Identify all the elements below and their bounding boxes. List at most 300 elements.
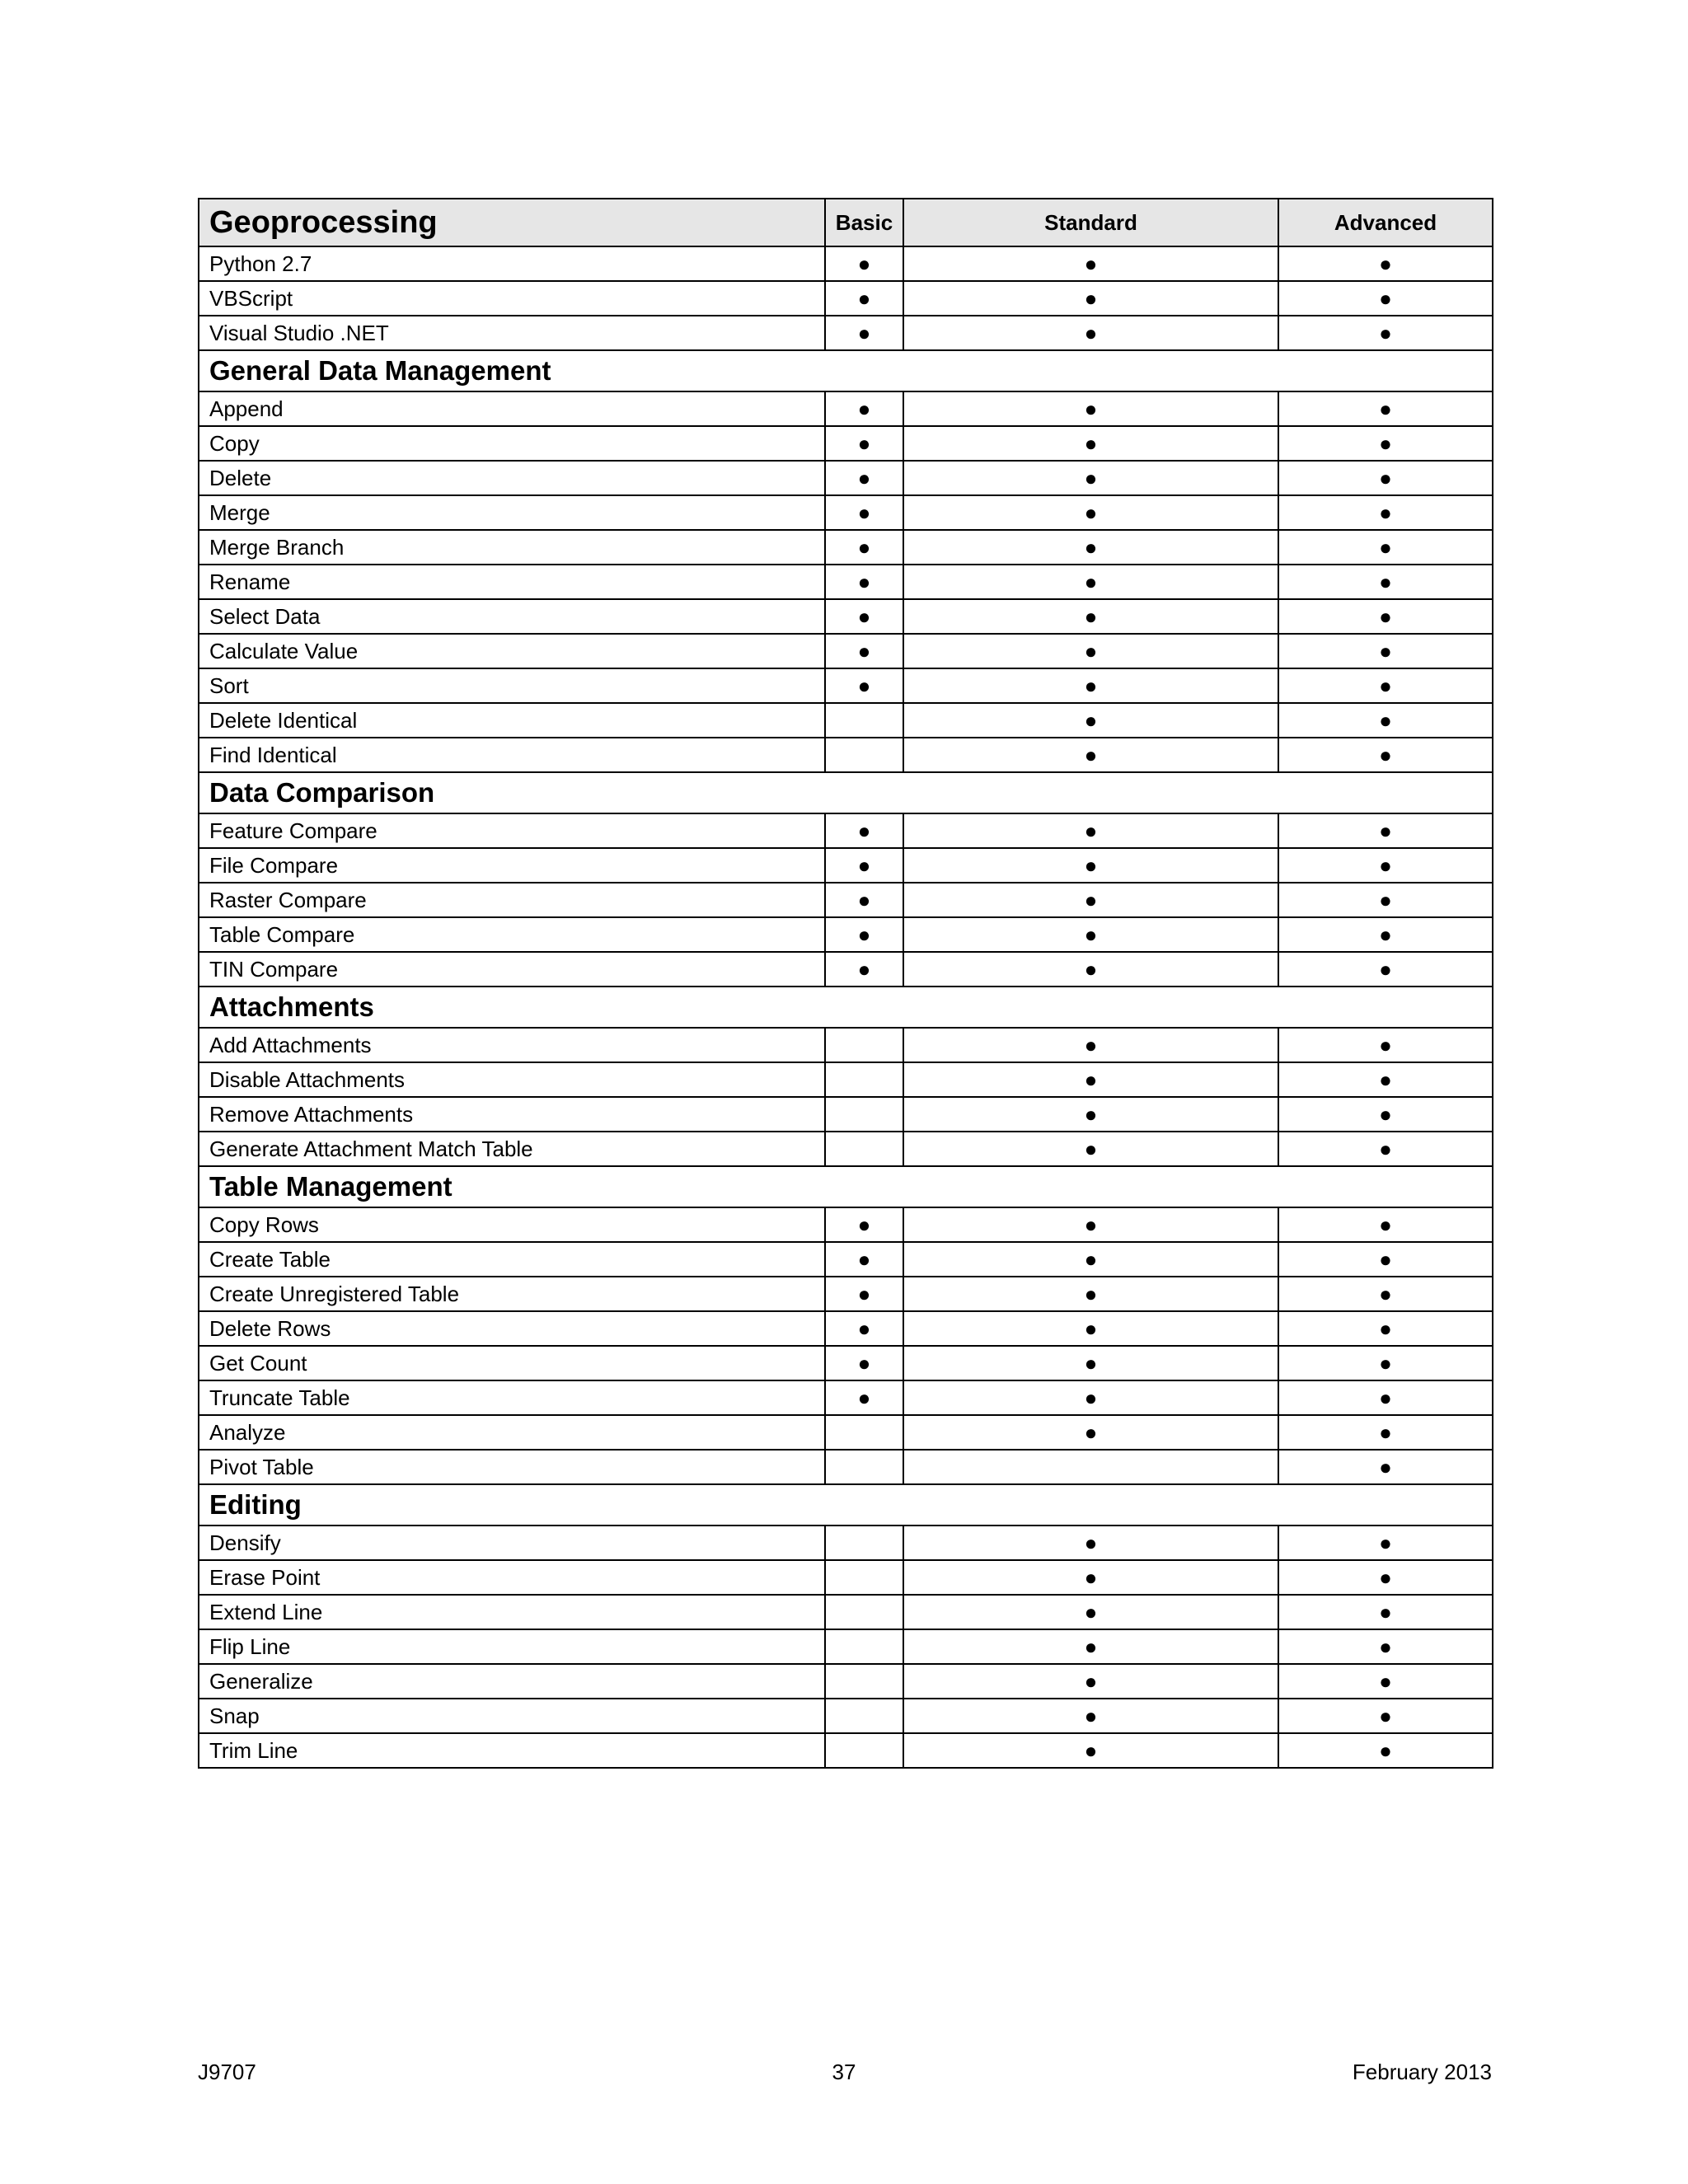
- availability-cell-advanced: [1278, 495, 1493, 530]
- bullet-icon: ●: [857, 1212, 871, 1237]
- bullet-icon: ●: [1084, 499, 1098, 525]
- bullet-icon: ●: [1084, 1703, 1098, 1728]
- availability-cell-basic: [825, 1699, 903, 1733]
- table-row: [199, 1311, 1493, 1346]
- availability-cell-basic: [825, 1097, 903, 1132]
- availability-cell-standard: [903, 1595, 1278, 1629]
- feature-name: Merge: [199, 495, 825, 530]
- availability-cell-standard: [903, 1277, 1278, 1311]
- bullet-icon: ●: [1084, 1281, 1098, 1306]
- availability-cell-advanced: [1278, 1132, 1493, 1166]
- feature-name: Delete: [199, 461, 825, 495]
- bullet-icon: ●: [857, 1315, 871, 1341]
- bullet-icon: ●: [1379, 1633, 1392, 1659]
- availability-cell-advanced: [1278, 1733, 1493, 1768]
- bullet-icon: ●: [1084, 251, 1098, 276]
- availability-cell-standard: [903, 1629, 1278, 1664]
- feature-name: Raster Compare: [199, 883, 825, 917]
- availability-cell-standard: [903, 281, 1278, 316]
- table-row: [199, 1415, 1493, 1450]
- bullet-icon: ●: [1379, 1136, 1392, 1161]
- footer-document-id: J9707: [198, 2060, 256, 2084]
- bullet-icon: ●: [1084, 1668, 1098, 1694]
- availability-cell-advanced: [1278, 281, 1493, 316]
- section-header-row: [199, 350, 1493, 391]
- bullet-icon: ●: [1084, 673, 1098, 698]
- availability-cell-standard: [903, 1062, 1278, 1097]
- availability-cell-basic: [825, 1595, 903, 1629]
- bullet-icon: ●: [1379, 1668, 1392, 1694]
- availability-cell-advanced: [1278, 1207, 1493, 1242]
- availability-cell-basic: [825, 703, 903, 738]
- feature-name: Delete Rows: [199, 1311, 825, 1346]
- feature-name: Disable Attachments: [199, 1062, 825, 1097]
- bullet-icon: ●: [1379, 534, 1392, 560]
- availability-cell-advanced: [1278, 426, 1493, 461]
- feature-name: Create Table: [199, 1242, 825, 1277]
- availability-cell-advanced: [1278, 1311, 1493, 1346]
- bullet-icon: ●: [857, 1246, 871, 1272]
- availability-cell-basic: [825, 634, 903, 668]
- availability-cell-basic: [825, 1311, 903, 1346]
- table-row: [199, 391, 1493, 426]
- bullet-icon: ●: [1379, 1066, 1392, 1092]
- feature-name: Create Unregistered Table: [199, 1277, 825, 1311]
- column-header-basic: Basic: [825, 199, 903, 246]
- feature-name: Sort: [199, 668, 825, 703]
- availability-cell-standard: [903, 634, 1278, 668]
- availability-cell-standard: [903, 246, 1278, 281]
- bullet-icon: ●: [857, 320, 871, 345]
- table-row: [199, 703, 1493, 738]
- bullet-icon: ●: [857, 251, 871, 276]
- bullet-icon: ●: [1379, 1032, 1392, 1057]
- availability-cell-standard: [903, 738, 1278, 772]
- bullet-icon: ●: [1084, 1350, 1098, 1376]
- table-row: [199, 1097, 1493, 1132]
- availability-cell-basic: [825, 316, 903, 350]
- bullet-icon: ●: [1084, 852, 1098, 878]
- availability-cell-advanced: [1278, 1380, 1493, 1415]
- bullet-icon: ●: [857, 285, 871, 311]
- feature-name: Generalize: [199, 1664, 825, 1699]
- availability-cell-basic: [825, 952, 903, 987]
- bullet-icon: ●: [1084, 396, 1098, 421]
- table-row: [199, 281, 1493, 316]
- table-row: [199, 1560, 1493, 1595]
- availability-cell-standard: [903, 1132, 1278, 1166]
- bullet-icon: ●: [1084, 465, 1098, 490]
- availability-cell-basic: [825, 668, 903, 703]
- bullet-icon: ●: [857, 603, 871, 629]
- table-row: [199, 1242, 1493, 1277]
- availability-cell-advanced: [1278, 668, 1493, 703]
- bullet-icon: ●: [1379, 1246, 1392, 1272]
- availability-cell-standard: [903, 461, 1278, 495]
- feature-name: Get Count: [199, 1346, 825, 1380]
- availability-cell-advanced: [1278, 1028, 1493, 1062]
- bullet-icon: ●: [1084, 1066, 1098, 1092]
- availability-cell-basic: [825, 1560, 903, 1595]
- bullet-icon: ●: [1379, 320, 1392, 345]
- table-row: [199, 1346, 1493, 1380]
- bullet-icon: ●: [1084, 569, 1098, 594]
- availability-cell-basic: [825, 1132, 903, 1166]
- availability-cell-basic: [825, 917, 903, 952]
- feature-name: Find Identical: [199, 738, 825, 772]
- feature-name: Table Compare: [199, 917, 825, 952]
- bullet-icon: ●: [1379, 921, 1392, 947]
- table-body: [199, 246, 1493, 1768]
- availability-cell-advanced: [1278, 1560, 1493, 1595]
- section-title: Editing: [199, 1484, 1493, 1526]
- availability-cell-standard: [903, 1733, 1278, 1768]
- bullet-icon: ●: [1379, 956, 1392, 982]
- feature-name: Generate Attachment Match Table: [199, 1132, 825, 1166]
- table-row: [199, 952, 1493, 987]
- feature-name: Flip Line: [199, 1629, 825, 1664]
- availability-cell-advanced: [1278, 246, 1493, 281]
- bullet-icon: ●: [1379, 499, 1392, 525]
- availability-cell-standard: [903, 1097, 1278, 1132]
- section-title: General Data Management: [199, 350, 1493, 391]
- availability-cell-advanced: [1278, 1415, 1493, 1450]
- availability-cell-standard: [903, 316, 1278, 350]
- availability-cell-advanced: [1278, 1450, 1493, 1484]
- availability-cell-advanced: [1278, 883, 1493, 917]
- feature-name: Calculate Value: [199, 634, 825, 668]
- bullet-icon: ●: [1084, 1246, 1098, 1272]
- availability-cell-advanced: [1278, 316, 1493, 350]
- availability-cell-basic: [825, 1450, 903, 1484]
- availability-cell-basic: [825, 738, 903, 772]
- table-row: [199, 495, 1493, 530]
- bullet-icon: ●: [1084, 430, 1098, 456]
- bullet-icon: ●: [1084, 1136, 1098, 1161]
- bullet-icon: ●: [1084, 818, 1098, 843]
- feature-name: Merge Branch: [199, 530, 825, 565]
- availability-cell-advanced: [1278, 1629, 1493, 1664]
- availability-cell-basic: [825, 1526, 903, 1560]
- availability-cell-advanced: [1278, 1097, 1493, 1132]
- bullet-icon: ●: [1379, 1530, 1392, 1555]
- feature-name: Erase Point: [199, 1560, 825, 1595]
- bullet-icon: ●: [1379, 396, 1392, 421]
- availability-cell-advanced: [1278, 1595, 1493, 1629]
- availability-cell-advanced: [1278, 738, 1493, 772]
- feature-name: Truncate Table: [199, 1380, 825, 1415]
- bullet-icon: ●: [1379, 285, 1392, 311]
- availability-cell-advanced: [1278, 634, 1493, 668]
- footer-date: February 2013: [1352, 2060, 1492, 2084]
- availability-cell-basic: [825, 1664, 903, 1699]
- availability-cell-standard: [903, 1346, 1278, 1380]
- availability-cell-advanced: [1278, 1277, 1493, 1311]
- availability-cell-basic: [825, 813, 903, 848]
- feature-name: Feature Compare: [199, 813, 825, 848]
- availability-cell-standard: [903, 1028, 1278, 1062]
- bullet-icon: ●: [1379, 569, 1392, 594]
- bullet-icon: ●: [1379, 603, 1392, 629]
- bullet-icon: ●: [1084, 1633, 1098, 1659]
- bullet-icon: ●: [1084, 742, 1098, 767]
- bullet-icon: ●: [1084, 921, 1098, 947]
- availability-cell-basic: [825, 246, 903, 281]
- availability-cell-basic: [825, 426, 903, 461]
- availability-cell-basic: [825, 461, 903, 495]
- feature-name: Delete Identical: [199, 703, 825, 738]
- availability-cell-advanced: [1278, 461, 1493, 495]
- section-header-row: [199, 987, 1493, 1028]
- availability-cell-advanced: [1278, 1346, 1493, 1380]
- bullet-icon: ●: [857, 465, 871, 490]
- bullet-icon: ●: [1084, 285, 1098, 311]
- bullet-icon: ●: [1379, 1212, 1392, 1237]
- availability-cell-advanced: [1278, 599, 1493, 634]
- availability-cell-standard: [903, 1526, 1278, 1560]
- column-header-advanced: Advanced: [1278, 199, 1493, 246]
- bullet-icon: ●: [1379, 1564, 1392, 1590]
- availability-cell-advanced: [1278, 1699, 1493, 1733]
- availability-cell-basic: [825, 281, 903, 316]
- footer-page-number: 37: [832, 2060, 856, 2084]
- table-row: [199, 634, 1493, 668]
- availability-cell-standard: [903, 848, 1278, 883]
- feature-name: Snap: [199, 1699, 825, 1733]
- availability-cell-standard: [903, 530, 1278, 565]
- bullet-icon: ●: [1084, 1564, 1098, 1590]
- feature-name: Rename: [199, 565, 825, 599]
- table-row: [199, 599, 1493, 634]
- availability-cell-standard: [903, 1560, 1278, 1595]
- bullet-icon: ●: [1379, 852, 1392, 878]
- bullet-icon: ●: [857, 1385, 871, 1410]
- bullet-icon: ●: [1084, 1101, 1098, 1127]
- availability-cell-standard: [903, 1207, 1278, 1242]
- table-row: [199, 1629, 1493, 1664]
- availability-cell-advanced: [1278, 848, 1493, 883]
- feature-name: Python 2.7: [199, 246, 825, 281]
- bullet-icon: ●: [857, 430, 871, 456]
- table-row: [199, 461, 1493, 495]
- table-row: [199, 1132, 1493, 1166]
- table-row: [199, 316, 1493, 350]
- table-row: [199, 1207, 1493, 1242]
- feature-name: Visual Studio .NET: [199, 316, 825, 350]
- table-header-row: [199, 199, 1493, 246]
- table-row: [199, 1733, 1493, 1768]
- feature-name: VBScript: [199, 281, 825, 316]
- availability-cell-standard: [903, 1415, 1278, 1450]
- bullet-icon: ●: [1084, 1385, 1098, 1410]
- availability-cell-standard: [903, 1380, 1278, 1415]
- bullet-icon: ●: [857, 673, 871, 698]
- availability-cell-basic: [825, 1062, 903, 1097]
- bullet-icon: ●: [1084, 1315, 1098, 1341]
- table-row: [199, 565, 1493, 599]
- table-row: [199, 426, 1493, 461]
- table-row: [199, 813, 1493, 848]
- availability-cell-advanced: [1278, 565, 1493, 599]
- availability-cell-standard: [903, 668, 1278, 703]
- availability-cell-standard: [903, 1242, 1278, 1277]
- bullet-icon: ●: [1084, 603, 1098, 629]
- availability-cell-advanced: [1278, 391, 1493, 426]
- table-row: [199, 1062, 1493, 1097]
- bullet-icon: ●: [1084, 1737, 1098, 1763]
- availability-cell-basic: [825, 1277, 903, 1311]
- availability-cell-basic: [825, 1028, 903, 1062]
- table-row: [199, 1450, 1493, 1484]
- availability-cell-basic: [825, 883, 903, 917]
- bullet-icon: ●: [1379, 1703, 1392, 1728]
- bullet-icon: ●: [1379, 638, 1392, 663]
- availability-cell-basic: [825, 391, 903, 426]
- availability-cell-standard: [903, 599, 1278, 634]
- availability-cell-standard: [903, 1699, 1278, 1733]
- availability-cell-advanced: [1278, 813, 1493, 848]
- section-title: Table Management: [199, 1166, 1493, 1207]
- bullet-icon: ●: [1379, 1454, 1392, 1479]
- availability-cell-standard: [903, 917, 1278, 952]
- bullet-icon: ●: [1379, 430, 1392, 456]
- availability-cell-basic: [825, 1733, 903, 1768]
- availability-cell-basic: [825, 1346, 903, 1380]
- feature-name: Add Attachments: [199, 1028, 825, 1062]
- feature-name: File Compare: [199, 848, 825, 883]
- table-title: Geoprocessing: [199, 199, 825, 246]
- bullet-icon: ●: [857, 534, 871, 560]
- table-row: [199, 668, 1493, 703]
- availability-cell-standard: [903, 495, 1278, 530]
- availability-cell-advanced: [1278, 1242, 1493, 1277]
- feature-name: Append: [199, 391, 825, 426]
- availability-cell-advanced: [1278, 917, 1493, 952]
- table-row: [199, 530, 1493, 565]
- section-title: Data Comparison: [199, 772, 1493, 813]
- availability-cell-standard: [903, 1664, 1278, 1699]
- availability-cell-advanced: [1278, 1062, 1493, 1097]
- feature-name: Extend Line: [199, 1595, 825, 1629]
- bullet-icon: ●: [857, 1350, 871, 1376]
- bullet-icon: ●: [857, 499, 871, 525]
- bullet-icon: ●: [1379, 742, 1392, 767]
- availability-cell-basic: [825, 1380, 903, 1415]
- bullet-icon: ●: [1379, 1737, 1392, 1763]
- column-header-standard: Standard: [903, 199, 1278, 246]
- availability-cell-standard: [903, 391, 1278, 426]
- bullet-icon: ●: [1084, 1212, 1098, 1237]
- feature-name: Analyze: [199, 1415, 825, 1450]
- bullet-icon: ●: [1379, 707, 1392, 733]
- bullet-icon: ●: [1379, 1101, 1392, 1127]
- availability-cell-standard: [903, 426, 1278, 461]
- availability-cell-standard: [903, 565, 1278, 599]
- availability-cell-basic: [825, 1629, 903, 1664]
- availability-cell-basic: [825, 599, 903, 634]
- table-row: [199, 883, 1493, 917]
- availability-cell-standard: [903, 1450, 1278, 1484]
- bullet-icon: ●: [1084, 534, 1098, 560]
- table-row: [199, 1699, 1493, 1733]
- bullet-icon: ●: [1379, 1419, 1392, 1445]
- availability-cell-standard: [903, 883, 1278, 917]
- availability-cell-standard: [903, 813, 1278, 848]
- availability-cell-advanced: [1278, 703, 1493, 738]
- bullet-icon: ●: [1084, 638, 1098, 663]
- bullet-icon: ●: [1084, 1032, 1098, 1057]
- availability-cell-standard: [903, 703, 1278, 738]
- bullet-icon: ●: [1084, 956, 1098, 982]
- availability-cell-basic: [825, 848, 903, 883]
- table-row: [199, 917, 1493, 952]
- availability-cell-basic: [825, 1207, 903, 1242]
- feature-name: Trim Line: [199, 1733, 825, 1768]
- feature-name: Pivot Table: [199, 1450, 825, 1484]
- feature-name: Select Data: [199, 599, 825, 634]
- bullet-icon: ●: [857, 1281, 871, 1306]
- feature-name: Copy Rows: [199, 1207, 825, 1242]
- availability-cell-advanced: [1278, 952, 1493, 987]
- section-title: Attachments: [199, 987, 1493, 1028]
- bullet-icon: ●: [1379, 1350, 1392, 1376]
- availability-cell-advanced: [1278, 530, 1493, 565]
- bullet-icon: ●: [1084, 1599, 1098, 1624]
- bullet-icon: ●: [857, 887, 871, 912]
- bullet-icon: ●: [857, 569, 871, 594]
- bullet-icon: ●: [1084, 887, 1098, 912]
- bullet-icon: ●: [857, 638, 871, 663]
- availability-cell-standard: [903, 952, 1278, 987]
- table-row: [199, 1277, 1493, 1311]
- bullet-icon: ●: [1084, 320, 1098, 345]
- bullet-icon: ●: [1379, 887, 1392, 912]
- bullet-icon: ●: [1084, 707, 1098, 733]
- feature-name: TIN Compare: [199, 952, 825, 987]
- section-header-row: [199, 772, 1493, 813]
- table-row: [199, 1380, 1493, 1415]
- bullet-icon: ●: [1379, 1385, 1392, 1410]
- availability-cell-advanced: [1278, 1526, 1493, 1560]
- feature-name: Densify: [199, 1526, 825, 1560]
- table-row: [199, 1028, 1493, 1062]
- section-header-row: [199, 1166, 1493, 1207]
- bullet-icon: ●: [857, 921, 871, 947]
- availability-cell-basic: [825, 495, 903, 530]
- table-row: [199, 848, 1493, 883]
- table-row: [199, 1595, 1493, 1629]
- availability-cell-standard: [903, 1311, 1278, 1346]
- bullet-icon: ●: [857, 818, 871, 843]
- feature-name: Remove Attachments: [199, 1097, 825, 1132]
- availability-cell-basic: [825, 565, 903, 599]
- availability-cell-basic: [825, 1242, 903, 1277]
- table-row: [199, 1526, 1493, 1560]
- table-row: [199, 738, 1493, 772]
- bullet-icon: ●: [857, 956, 871, 982]
- availability-cell-advanced: [1278, 1664, 1493, 1699]
- availability-cell-basic: [825, 530, 903, 565]
- bullet-icon: ●: [857, 396, 871, 421]
- table-row: [199, 1664, 1493, 1699]
- bullet-icon: ●: [1379, 251, 1392, 276]
- feature-name: Copy: [199, 426, 825, 461]
- bullet-icon: ●: [1084, 1419, 1098, 1445]
- bullet-icon: ●: [1379, 465, 1392, 490]
- bullet-icon: ●: [1379, 1281, 1392, 1306]
- bullet-icon: ●: [1379, 1315, 1392, 1341]
- bullet-icon: ●: [1084, 1530, 1098, 1555]
